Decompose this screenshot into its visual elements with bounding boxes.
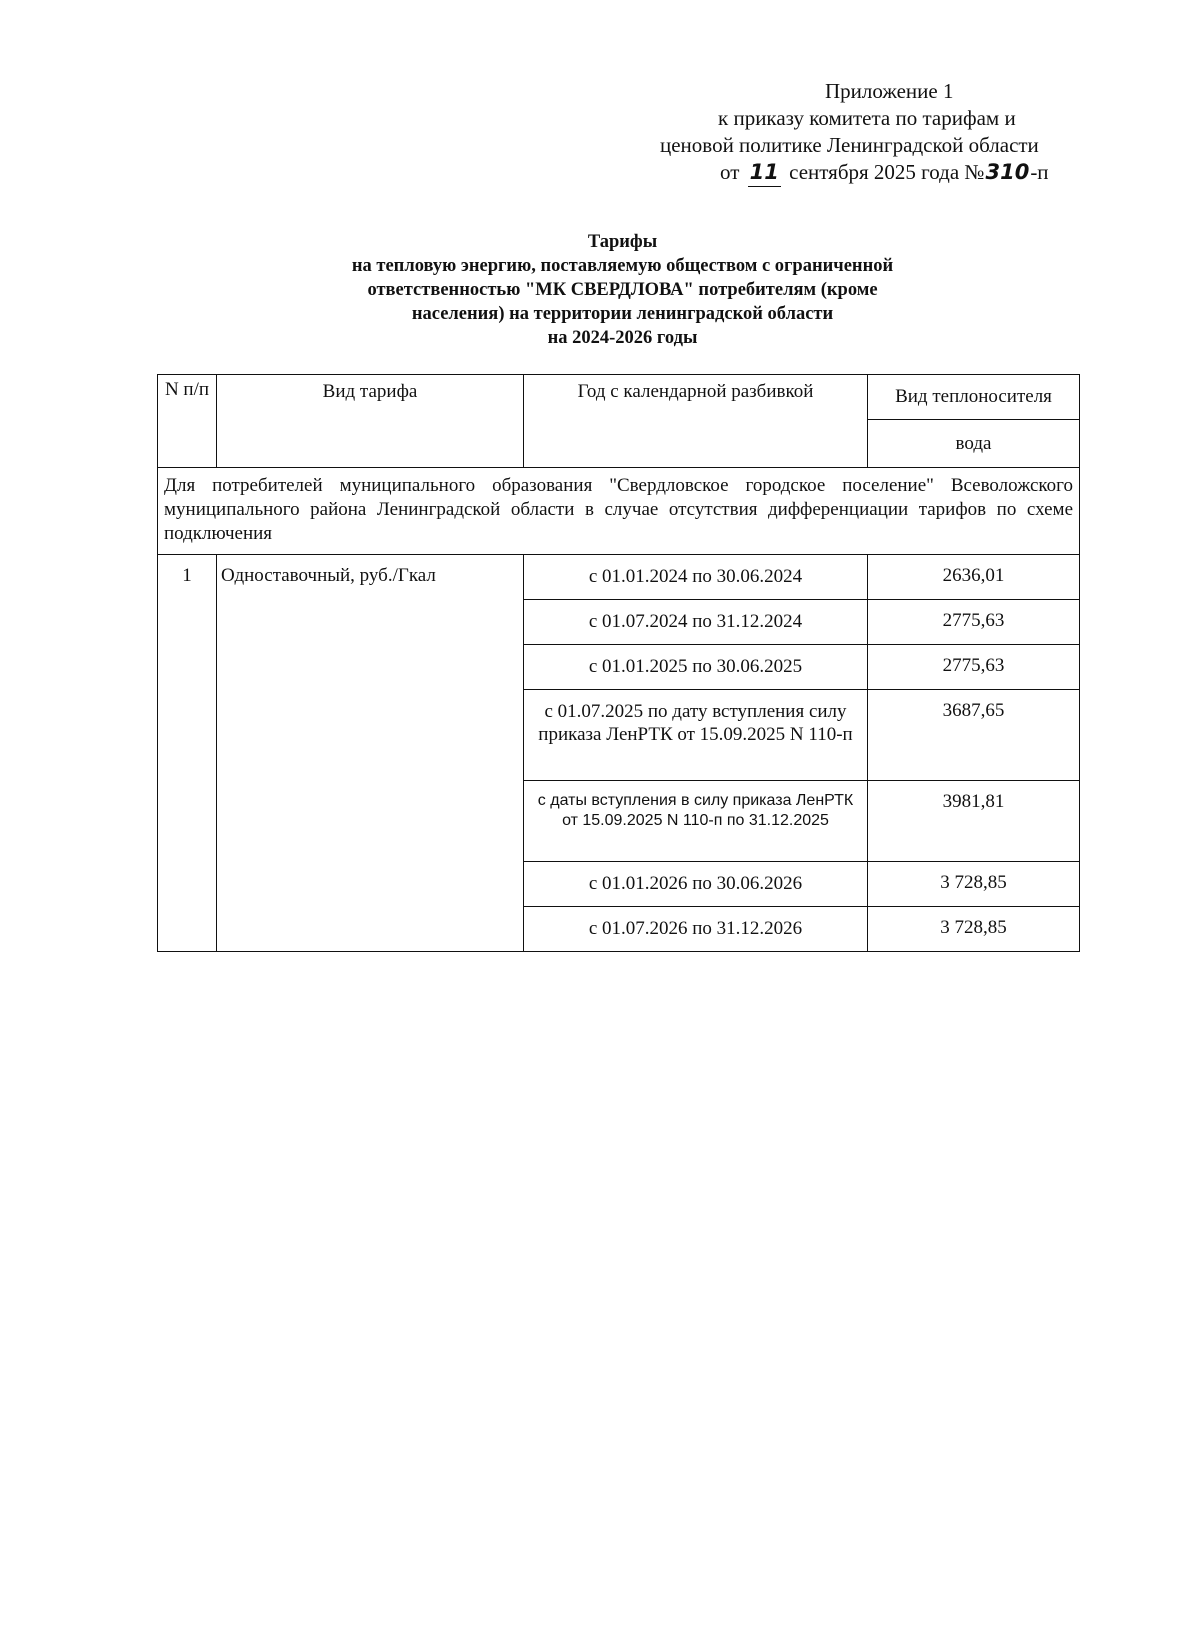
section-description: Для потребителей муниципального образования "Свердловское городское поселение" Всеволожского муниципального района Ленинградской области в случае отсутствия дифференциации тарифов по схеме подключения [158, 468, 1080, 555]
period-cell: с 01.07.2025 по дату вступления силу приказа ЛенРТК от 15.09.2025 N 110-п [524, 690, 868, 781]
title-line: на тепловую энергию, поставляемую обществом с ограниченной [351, 256, 894, 276]
period-cell: с 01.01.2024 по 30.06.2024 [524, 555, 868, 600]
header-tariff-kind: Вид тарифа [217, 375, 524, 468]
handwritten-day: 11 [748, 159, 781, 187]
appendix-line: ценовой политике Ленинградской области [660, 133, 1039, 157]
appendix-title: Приложение 1 [825, 79, 954, 103]
value-cell: 3981,81 [868, 781, 1080, 862]
row-number: 1 [158, 555, 217, 952]
title-line: Тарифы [587, 232, 658, 252]
date-prefix: от [720, 160, 740, 184]
title-line: населения) на территории ленинградской области [411, 304, 834, 324]
order-suffix: -п [1030, 160, 1049, 184]
appendix-date-line [660, 159, 1130, 187]
title-line: ответственностью "МК СВЕРДЛОВА" потребителям (кроме [367, 280, 878, 300]
tariff-kind: Одноставочный, руб./Гкал [217, 555, 524, 952]
table-header-row [158, 375, 1080, 420]
section-row [158, 468, 1080, 555]
value-cell: 2775,63 [868, 645, 1080, 690]
value-cell: 3 728,85 [868, 907, 1080, 952]
title-line: на 2024-2026 годы [547, 328, 698, 348]
value-cell: 3 728,85 [868, 862, 1080, 907]
header-carrier-value: вода [868, 420, 1080, 468]
tariff-table [157, 374, 1080, 952]
appendix-block [660, 78, 1130, 187]
appendix-line: к приказу комитета по тарифам и [718, 106, 1016, 130]
header-period: Год с календарной разбивкой [524, 375, 868, 468]
period-cell: с 01.07.2026 по 31.12.2026 [524, 907, 868, 952]
table-row [158, 555, 1080, 600]
value-cell: 3687,65 [868, 690, 1080, 781]
period-cell: с 01.01.2026 по 30.06.2026 [524, 862, 868, 907]
value-cell: 2636,01 [868, 555, 1080, 600]
header-num: N п/п [158, 375, 217, 468]
header-carrier: Вид теплоносителя [868, 375, 1080, 420]
document-title [150, 230, 1095, 350]
handwritten-order-number: 310 [985, 160, 1030, 184]
period-cell: с 01.07.2024 по 31.12.2024 [524, 600, 868, 645]
date-rest: сентября 2025 года № [789, 160, 985, 184]
period-cell: с 01.01.2025 по 30.06.2025 [524, 645, 868, 690]
period-cell: с даты вступления в силу приказа ЛенРТК от 15.09.2025 N 110-п по 31.12.2025 [524, 781, 868, 862]
value-cell: 2775,63 [868, 600, 1080, 645]
